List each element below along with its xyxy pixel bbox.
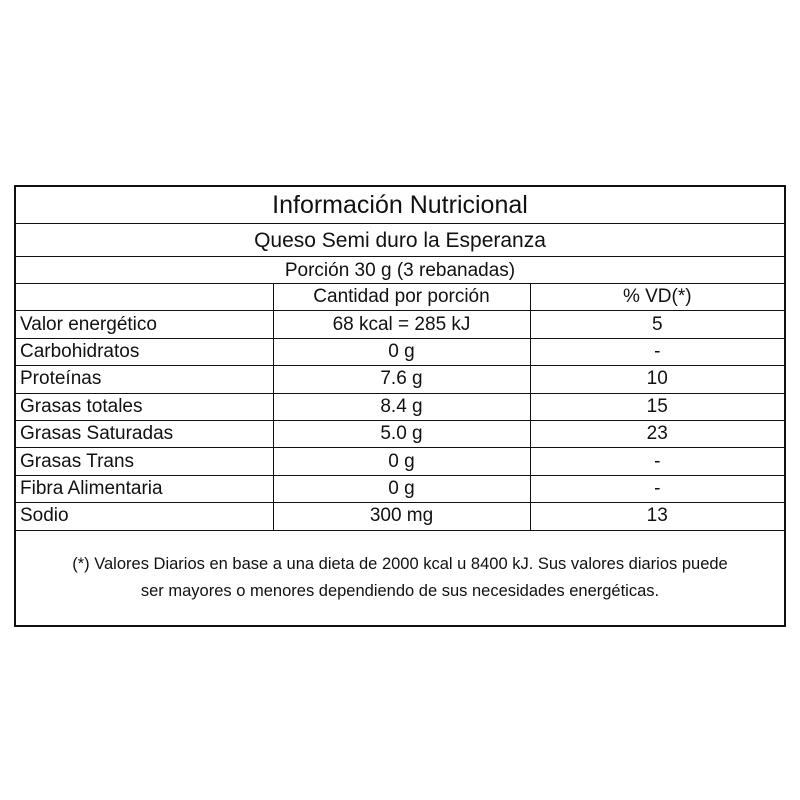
table-row bbox=[16, 366, 784, 393]
table-header-row bbox=[16, 284, 784, 311]
header-dv: % VD(*) bbox=[530, 284, 784, 311]
nutrient-name: Proteínas bbox=[16, 366, 273, 393]
nutrient-name: Carbohidratos bbox=[16, 338, 273, 365]
nutrient-amount: 8.4 g bbox=[273, 393, 530, 420]
product-name: Queso Semi duro la Esperanza bbox=[16, 224, 784, 257]
nutrient-name: Grasas totales bbox=[16, 393, 273, 420]
nutrient-dv: - bbox=[530, 475, 784, 502]
footnote-line-1: (*) Valores Diarios en base a una dieta de 2000 kcal u 8400 kJ. Sus valores diarios puede bbox=[72, 554, 728, 573]
nutrient-amount: 0 g bbox=[273, 338, 530, 365]
nutrient-amount: 300 mg bbox=[273, 503, 530, 530]
header-nutrient bbox=[16, 284, 273, 311]
nutrient-dv: - bbox=[530, 338, 784, 365]
nutrient-amount: 68 kcal = 285 kJ bbox=[273, 311, 530, 338]
nutrition-table bbox=[16, 284, 784, 531]
table-row bbox=[16, 503, 784, 530]
nutrient-name: Fibra Alimentaria bbox=[16, 475, 273, 502]
nutrient-dv: 10 bbox=[530, 366, 784, 393]
table-row bbox=[16, 420, 784, 447]
nutrient-amount: 0 g bbox=[273, 448, 530, 475]
nutrient-name: Valor energético bbox=[16, 311, 273, 338]
table-row bbox=[16, 338, 784, 365]
table-row bbox=[16, 393, 784, 420]
nutrition-label bbox=[14, 185, 786, 627]
table-row bbox=[16, 448, 784, 475]
nutrient-name: Grasas Trans bbox=[16, 448, 273, 475]
nutrient-dv: 23 bbox=[530, 420, 784, 447]
portion-size: Porción 30 g (3 rebanadas) bbox=[16, 257, 784, 284]
header-amount: Cantidad por porción bbox=[273, 284, 530, 311]
nutrient-dv: 5 bbox=[530, 311, 784, 338]
footnote-line-2: ser mayores o menores dependiendo de sus necesidades energéticas. bbox=[140, 581, 660, 600]
nutrient-name: Grasas Saturadas bbox=[16, 420, 273, 447]
nutrient-amount: 0 g bbox=[273, 475, 530, 502]
label-title: Información Nutricional bbox=[16, 187, 784, 224]
table-row bbox=[16, 311, 784, 338]
nutrient-dv: 13 bbox=[530, 503, 784, 530]
nutrient-dv: - bbox=[530, 448, 784, 475]
footnote bbox=[16, 531, 784, 625]
nutrient-amount: 7.6 g bbox=[273, 366, 530, 393]
table-row bbox=[16, 475, 784, 502]
nutrient-name: Sodio bbox=[16, 503, 273, 530]
nutrient-amount: 5.0 g bbox=[273, 420, 530, 447]
nutrient-dv: 15 bbox=[530, 393, 784, 420]
